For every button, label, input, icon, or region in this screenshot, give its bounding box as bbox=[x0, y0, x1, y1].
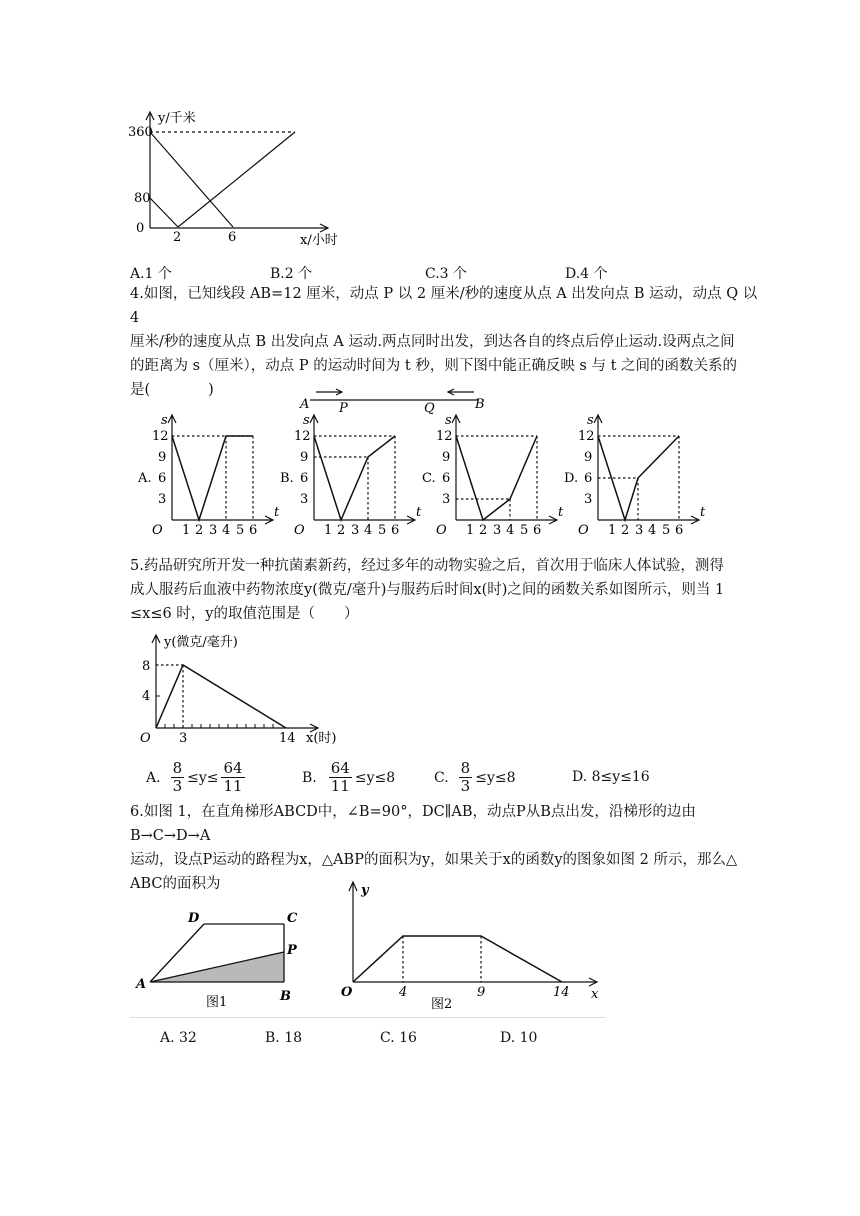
q5-option-d: D. 8≤y≤16 bbox=[572, 769, 650, 785]
q3-option-c: C.3 个 bbox=[425, 266, 468, 282]
q3-option-d: D.4 个 bbox=[565, 266, 608, 282]
q5-question bbox=[130, 554, 770, 626]
q4c-x4: 4 bbox=[506, 523, 515, 536]
q4b-y12: 12 bbox=[294, 429, 311, 444]
q3-y-unit: y/千米 bbox=[158, 111, 196, 126]
q5b-num: 64 bbox=[330, 759, 350, 777]
q4b-y3: 3 bbox=[300, 492, 309, 507]
q6-fig1-b: B bbox=[280, 989, 291, 1004]
q4-line-3: 的距离为 s（厘米），动点 P 的运动时间为 t 秒，则下图中能正确反映 s 与 t 之间的函数关系的 bbox=[130, 358, 738, 374]
q5a-num2: 64 bbox=[223, 759, 243, 777]
q4-question bbox=[130, 282, 770, 402]
q4d-x5: 5 bbox=[662, 523, 671, 536]
q5c-prefix: C. bbox=[434, 769, 449, 786]
q4a-x1: 1 bbox=[182, 523, 191, 536]
q4a-origin: O bbox=[152, 523, 163, 536]
q4b-origin: O bbox=[294, 523, 305, 536]
q5c-den: 3 bbox=[460, 777, 471, 795]
q4d-y6: 6 bbox=[584, 471, 593, 486]
q5-origin: O bbox=[140, 731, 151, 746]
q4b-x5: 5 bbox=[378, 523, 387, 536]
q4b-y9: 9 bbox=[300, 450, 309, 465]
q6-fig2-x-9: 9 bbox=[477, 985, 486, 1000]
q4-line-4: 是( ) bbox=[130, 382, 214, 398]
q4b-option-label: B. bbox=[280, 471, 294, 486]
q4d-y12: 12 bbox=[578, 429, 595, 444]
q4c-x1: 1 bbox=[466, 523, 475, 536]
q4a-x4: 4 bbox=[222, 523, 231, 536]
q4c-s-label: s bbox=[445, 413, 452, 428]
q5a-fraction-2 bbox=[221, 760, 244, 795]
q4c-origin: O bbox=[436, 523, 447, 536]
q4d-y9: 9 bbox=[584, 450, 593, 465]
q4b-t-label: t bbox=[416, 505, 422, 520]
q5b-rest: ≤y≤8 bbox=[354, 769, 396, 786]
q4a-y3: 3 bbox=[158, 492, 167, 507]
q6-option-a: A. 32 bbox=[160, 1030, 197, 1046]
q3-y-tick-360: 360 bbox=[128, 125, 153, 140]
q4c-y3: 3 bbox=[442, 492, 451, 507]
q3-y-tick-0: 0 bbox=[136, 221, 145, 236]
q5a-mid: ≤y≤ bbox=[187, 769, 219, 786]
q4a-x2: 2 bbox=[195, 523, 204, 536]
q4-point-a: A bbox=[300, 397, 310, 412]
q5-x-label: x(时) bbox=[306, 731, 337, 746]
q5-y-tick-4: 4 bbox=[142, 689, 151, 704]
q6-fig1-c: C bbox=[287, 911, 298, 926]
q5-x-tick-3: 3 bbox=[179, 731, 188, 746]
q4c-t-label: t bbox=[558, 505, 564, 520]
q4-point-p: P bbox=[339, 401, 348, 416]
q4d-x2: 2 bbox=[621, 523, 630, 536]
q6-fig1-caption: 图1 bbox=[206, 995, 228, 1010]
q4b-x1: 1 bbox=[324, 523, 333, 536]
q4a-x6: 6 bbox=[249, 523, 258, 536]
q4b-x4: 4 bbox=[364, 523, 373, 536]
q6-option-b: B. 18 bbox=[265, 1030, 303, 1046]
q4c-x3: 3 bbox=[493, 523, 502, 536]
q5a-den2: 11 bbox=[223, 777, 243, 795]
q4a-y6: 6 bbox=[158, 471, 167, 486]
q5b-fraction bbox=[329, 760, 352, 795]
q5-concentration-graph bbox=[138, 630, 368, 748]
q4d-x4: 4 bbox=[648, 523, 657, 536]
q4d-origin: O bbox=[578, 523, 589, 536]
q6-fig1-a: A bbox=[136, 977, 147, 992]
q6-option-d: D. 10 bbox=[500, 1030, 538, 1046]
q5c-num: 8 bbox=[460, 759, 471, 777]
q4b-x2: 2 bbox=[337, 523, 346, 536]
q4a-t-label: t bbox=[274, 505, 280, 520]
q5b-prefix: B. bbox=[302, 769, 317, 786]
q4c-y9: 9 bbox=[442, 450, 451, 465]
q4d-x1: 1 bbox=[608, 523, 617, 536]
q6-fig2-y-label: y bbox=[361, 883, 369, 898]
q6-option-c: C. 16 bbox=[380, 1030, 417, 1046]
q5-line-3: ≤x≤6 时，y的取值范围是（ ） bbox=[130, 606, 359, 622]
q4d-x6: 6 bbox=[675, 523, 684, 536]
q4d-s-label: s bbox=[587, 413, 594, 428]
q6-figure-2-graph bbox=[335, 878, 605, 1014]
q5c-fraction bbox=[459, 760, 473, 795]
q5-option-c bbox=[434, 760, 516, 795]
q4a-s-label: s bbox=[161, 413, 168, 428]
q4-graph-b bbox=[280, 410, 422, 536]
q5-y-label: y(微克/毫升) bbox=[164, 635, 238, 650]
q4-graph-c bbox=[422, 410, 564, 536]
q6-line-1: 6.如图 1，在直角梯形ABCD中，∠B=90°，DC∥AB，动点P从B点出发，沿梯形的边由B→C→D→A bbox=[130, 804, 696, 844]
q6-fig1-d: D bbox=[188, 911, 200, 926]
q4c-x5: 5 bbox=[520, 523, 529, 536]
q4-point-b: B bbox=[475, 397, 485, 412]
q4-point-q: Q bbox=[424, 401, 435, 416]
q5-option-a bbox=[146, 760, 248, 795]
q6-fig2-x-label: x bbox=[591, 987, 599, 1002]
q4a-option-label: A. bbox=[138, 471, 152, 486]
q6-figure-1-trapezoid bbox=[132, 906, 302, 1014]
q4a-y12: 12 bbox=[152, 429, 169, 444]
q4a-x5: 5 bbox=[236, 523, 245, 536]
q6-line-3: ABC的面积为 bbox=[130, 876, 221, 892]
q3-option-a: A.1 个 bbox=[130, 266, 172, 282]
q5-line-1: 5.药品研究所开发一种抗菌素新药，经过多年的动物实验之后，首次用于临床人体试验，测得 bbox=[130, 558, 724, 574]
q6-fig2-x-14: 14 bbox=[553, 985, 570, 1000]
q3-option-b: B.2 个 bbox=[270, 266, 313, 282]
q6-fig2-x-4: 4 bbox=[399, 985, 408, 1000]
q4-graph-a bbox=[138, 410, 280, 536]
q6-figure-divider bbox=[130, 1017, 605, 1018]
q5-option-b bbox=[302, 760, 395, 795]
q5-y-tick-8: 8 bbox=[142, 659, 151, 674]
q5a-den1: 3 bbox=[172, 777, 183, 795]
q4a-x3: 3 bbox=[209, 523, 218, 536]
q4d-y3: 3 bbox=[584, 492, 593, 507]
q5a-num1: 8 bbox=[172, 759, 183, 777]
q4c-y12: 12 bbox=[436, 429, 453, 444]
q3-y-tick-80: 80 bbox=[134, 191, 151, 206]
q5b-den: 11 bbox=[330, 777, 350, 795]
q5c-rest: ≤y≤8 bbox=[475, 769, 516, 786]
q4-line-1: 4.如图，已知线段 AB=12 厘米，动点 P 以 2 厘米/秒的速度从点 A 出发向点 B 运动，动点 Q 以 4 bbox=[130, 286, 758, 326]
q5-line-2: 成人服药后血液中药物浓度y(微克/毫升)与服药后时间x(时)之间的函数关系如图所示，则当 1 bbox=[130, 582, 725, 598]
q4c-option-label: C. bbox=[422, 471, 436, 486]
q6-fig1-p: P bbox=[287, 943, 297, 958]
q6-fig2-caption: 图2 bbox=[431, 997, 453, 1012]
q4d-option-label: D. bbox=[564, 471, 579, 486]
q3-x-tick-6: 6 bbox=[228, 230, 237, 245]
q4b-s-label: s bbox=[303, 413, 310, 428]
q4c-y6: 6 bbox=[442, 471, 451, 486]
q5-x-tick-14: 14 bbox=[279, 731, 296, 746]
q4c-x2: 2 bbox=[479, 523, 488, 536]
q4d-t-label: t bbox=[700, 505, 706, 520]
q4d-x3: 3 bbox=[635, 523, 644, 536]
q3-x-unit: x/小时 bbox=[300, 233, 338, 248]
q4b-x6: 6 bbox=[391, 523, 400, 536]
q4-graph-d bbox=[564, 410, 706, 536]
q5a-prefix: A. bbox=[146, 769, 161, 786]
q4b-y6: 6 bbox=[300, 471, 309, 486]
q3-distance-time-graph bbox=[128, 108, 340, 256]
q3-x-tick-2: 2 bbox=[173, 230, 182, 245]
q4-line-2: 厘米/秒的速度从点 B 出发向点 A 运动.两点同时出发，到达各自的终点后停止运动.设两点之间 bbox=[130, 334, 735, 350]
q4c-x6: 6 bbox=[533, 523, 542, 536]
q4b-x3: 3 bbox=[351, 523, 360, 536]
q6-line-2: 运动，设点P运动的路程为x，△ABP的面积为y，如果关于x的函数y的图象如图 2 所示，那么△ bbox=[130, 852, 738, 868]
q4a-y9: 9 bbox=[158, 450, 167, 465]
q6-fig2-origin: O bbox=[341, 985, 353, 1000]
q5a-fraction-1 bbox=[171, 760, 185, 795]
